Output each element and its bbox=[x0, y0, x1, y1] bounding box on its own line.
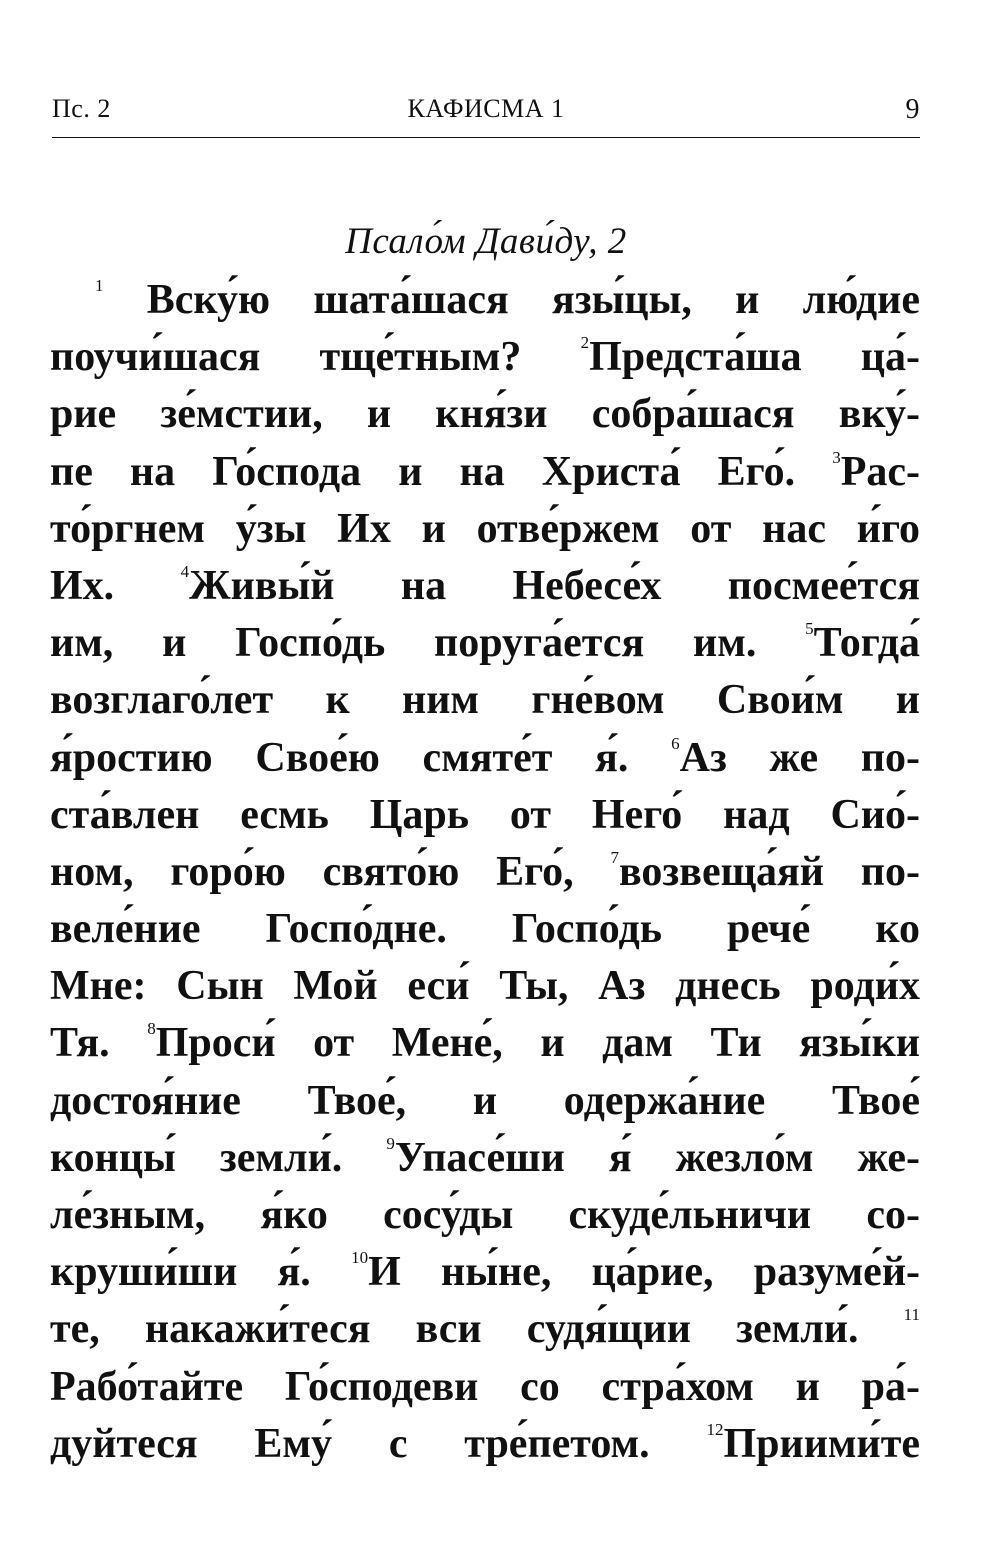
verse-number: 11 bbox=[903, 1305, 921, 1325]
psalm-reference: Пс. 2 bbox=[52, 94, 111, 123]
text-line-20 bbox=[50, 1359, 920, 1416]
line-text: круши́ши я́. bbox=[50, 1249, 311, 1296]
line-text: Проси́ от Мене́, и дам Ти язы́ки bbox=[155, 1020, 920, 1067]
line-text: Тя. bbox=[50, 1020, 110, 1067]
text-line-13 bbox=[50, 958, 920, 1015]
text-line-16 bbox=[50, 1130, 920, 1187]
line-text: достоя́ние Твое́, и одержа́ние Твое́ bbox=[50, 1077, 920, 1124]
text-line-15 bbox=[50, 1073, 920, 1130]
line-text: Их. bbox=[50, 562, 115, 609]
line-text: то́ргнем у́зы Их и отве́ржем от нас и́го bbox=[50, 505, 920, 552]
text-line-21 bbox=[50, 1416, 920, 1473]
verse-number: 12 bbox=[706, 1419, 724, 1439]
running-head bbox=[52, 94, 920, 134]
text-line-17 bbox=[50, 1187, 920, 1244]
line-text: Мне: Сын Мой еси́ Ты, Аз днесь роди́х bbox=[50, 963, 920, 1010]
verse-number: 10 bbox=[351, 1248, 369, 1268]
text-line-4 bbox=[50, 444, 920, 501]
line-text: Тогда́ bbox=[813, 620, 920, 667]
text-line-1 bbox=[50, 272, 920, 329]
line-text: ном, горо́ю свято́ю Его́, bbox=[50, 848, 574, 895]
text-line-11 bbox=[50, 844, 920, 901]
line-text: Приими́те bbox=[723, 1420, 920, 1467]
line-text: те, накажи́теся вси судя́щии земли́. bbox=[50, 1306, 859, 1353]
text-line-18 bbox=[50, 1244, 920, 1301]
line-text: я́ростию Свое́ю смяте́т я́. bbox=[50, 734, 629, 781]
line-text: Предста́ша ца́- bbox=[589, 334, 920, 381]
verse-number: 6 bbox=[671, 733, 680, 753]
verse-number: 5 bbox=[805, 619, 814, 639]
psalm-body bbox=[50, 272, 920, 1473]
text-line-6 bbox=[50, 558, 920, 615]
text-line-10 bbox=[50, 787, 920, 844]
text-line-8 bbox=[50, 672, 920, 729]
line-text: поучи́шася тще́тным? bbox=[50, 334, 522, 381]
line-text: ста́влен есмь Царь от Него́ над Сио́- bbox=[50, 791, 920, 838]
line-text: Аз же по- bbox=[679, 734, 921, 781]
text-line-5 bbox=[50, 501, 920, 558]
text-line-14 bbox=[50, 1015, 920, 1072]
verse-number: 2 bbox=[580, 333, 590, 353]
line-text: возглаго́лет к ним гне́вом Свои́м и bbox=[50, 677, 920, 724]
text-line-19 bbox=[50, 1301, 920, 1358]
verse-number: 8 bbox=[147, 1019, 156, 1039]
psalm-title: Псало́м Дави́ду, 2 bbox=[345, 221, 627, 262]
line-text: Рас- bbox=[840, 448, 920, 495]
line-text: Живы́й на Небесе́х посмее́тся bbox=[189, 562, 920, 609]
line-text: рие зе́мстии, и кня́зи собра́шася вку́- bbox=[50, 391, 920, 438]
line-text: дуйтеся Ему́ с тре́петом. bbox=[50, 1420, 650, 1467]
page-number: 9 bbox=[905, 94, 920, 125]
text-line-2 bbox=[50, 329, 920, 386]
verse-number: 1 bbox=[95, 276, 104, 295]
text-line-9 bbox=[50, 730, 920, 787]
header-rule bbox=[52, 137, 920, 138]
line-text: им, и Госпо́дь поруга́ется им. bbox=[50, 620, 757, 667]
line-text: пе на Го́спода и на Христа́ Его́. bbox=[50, 448, 796, 495]
line-text: Рабо́тайте Го́сподеви со стра́хом и ра́- bbox=[50, 1363, 920, 1410]
line-text: ле́зным, я́ко сосу́ды скуде́льничи со- bbox=[50, 1192, 920, 1238]
kathisma-title: КАФИСМА 1 bbox=[407, 94, 565, 123]
verse-number: 7 bbox=[610, 847, 619, 867]
line-text: возвеща́яй по- bbox=[619, 848, 920, 895]
verse-number: 4 bbox=[180, 561, 190, 581]
line-text: И ны́не, ца́рие, разуме́й- bbox=[368, 1249, 921, 1296]
verse-number: 3 bbox=[832, 447, 841, 467]
line-text: веле́ние Госпо́дне. Госпо́дь рече́ ко bbox=[50, 906, 920, 953]
verse-number: 9 bbox=[386, 1133, 395, 1153]
line-text: Упасе́ши я́ жезло́м же- bbox=[394, 1134, 920, 1181]
text-line-3 bbox=[50, 386, 920, 443]
text-line-12 bbox=[50, 901, 920, 958]
line-text: концы́ земли́. bbox=[50, 1134, 343, 1181]
line-text: Вску́ю шата́шася язы́цы, и лю́дие bbox=[146, 277, 921, 323]
text-line-7 bbox=[50, 615, 920, 672]
